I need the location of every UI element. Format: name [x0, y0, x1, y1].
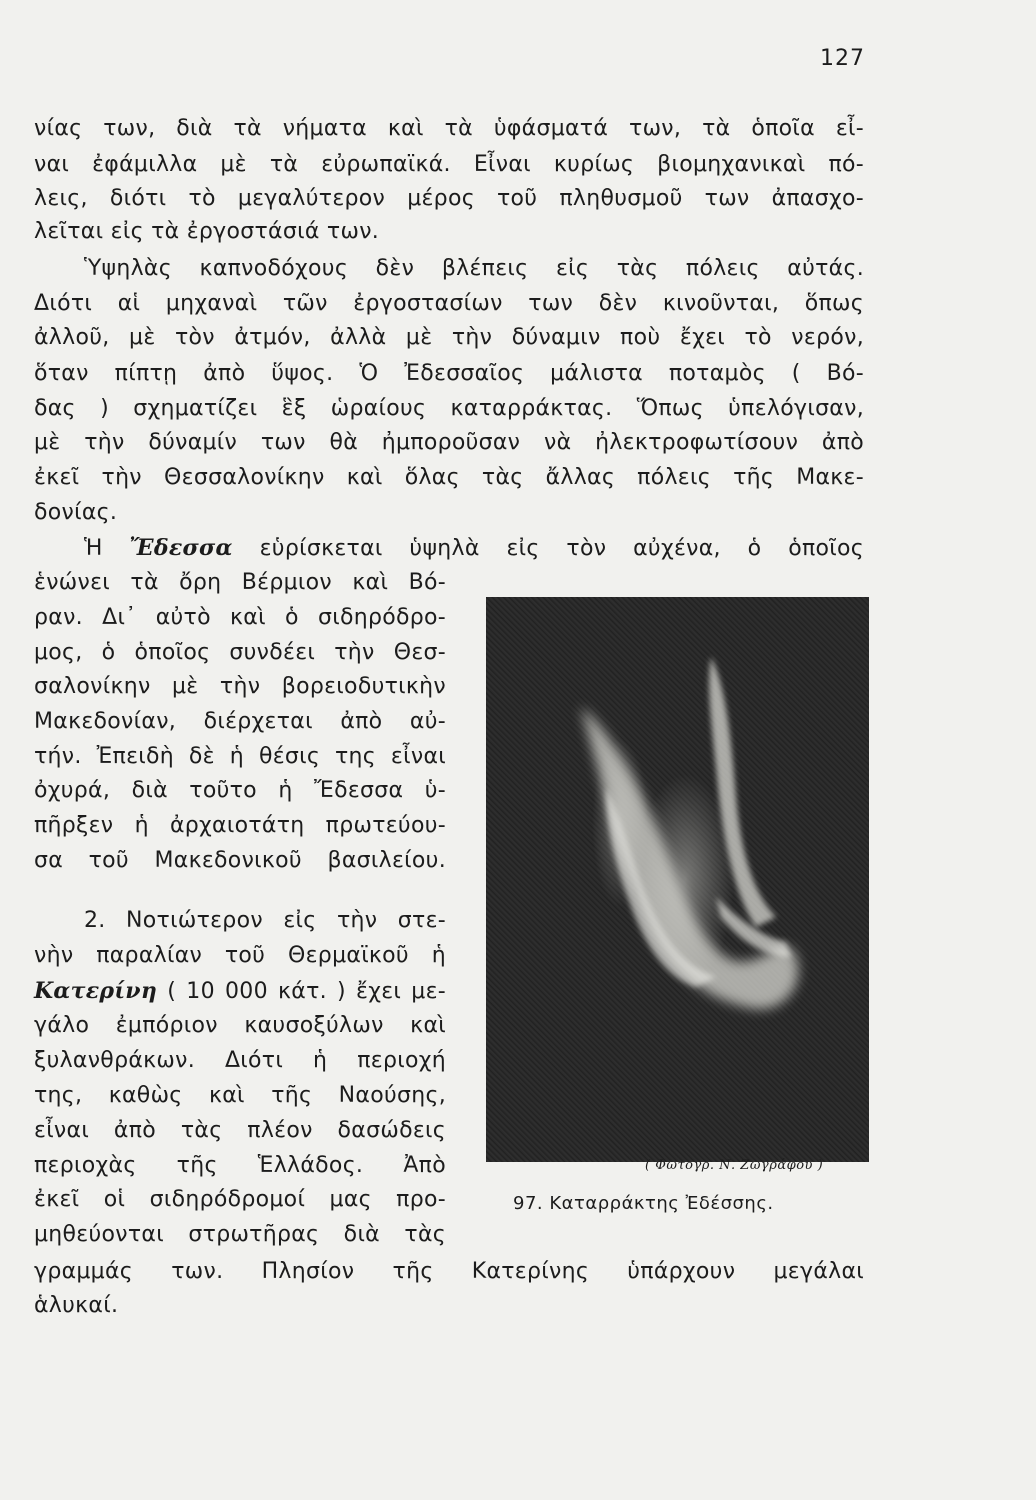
text-line: σαλονίκην μὲ τὴν βορειοδυτικὴν	[34, 674, 446, 699]
text-line: ἐκεῖ οἱ σιδηρόδρομοί μας προ-	[34, 1187, 446, 1212]
text-line: λεῖται εἰς τὰ ἐργοστάσιά των.	[34, 219, 380, 244]
text-line: πῆρξεν ἡ ἀρχαιοτάτη πρωτεύου-	[34, 813, 446, 838]
text-line-katerini	[34, 975, 446, 1008]
text-line: Ὑψηλὰς καπνοδόχους δὲν βλέπεις εἰς τὰς πόλεις αὐτάς.	[84, 256, 864, 281]
waterfall-illustration	[486, 597, 869, 1162]
text-line: δονίας.	[34, 500, 118, 525]
text-line: Μακεδονίαν, διέρχεται ἀπὸ αὐ-	[34, 709, 446, 734]
text-line: ἁλυκαί.	[34, 1293, 119, 1318]
text-line: νὴν παραλίαν τοῦ Θερμαϊκοῦ ἡ	[34, 943, 446, 968]
text-line: ραν. Δι᾽ αὐτὸ καὶ ὁ σιδηρόδρο-	[34, 605, 446, 630]
text-line: λεις, διότι τὸ μεγαλύτερον μέρος τοῦ πληθυσμοῦ των ἀπασχο-	[34, 186, 864, 211]
text-line: σα τοῦ Μακεδονικοῦ βασιλείου.	[34, 848, 446, 873]
text-line: ὀχυρά, διὰ τοῦτο ἡ Ἔδεσσα ὑ-	[34, 778, 446, 803]
text-line: της, καθὼς καὶ τῆς Ναούσης,	[34, 1083, 446, 1108]
text-line: Διότι αἱ μηχαναὶ τῶν ἐργοστασίων των δὲν κινοῦνται, ὅπως	[34, 291, 864, 316]
text-line: ἀλλοῦ, μὲ τὸν ἀτμόν, ἀλλὰ μὲ τὴν δύναμιν ποὺ ἔχει τὸ νερόν,	[34, 325, 864, 350]
edessa-prefix: Ἡ	[84, 536, 130, 561]
text-line: μος, ὁ ὁποῖος συνδέει τὴν Θεσ-	[34, 640, 446, 665]
katerini-name: Κατερίνη	[34, 978, 158, 1004]
photo-credit: ( Φωτογρ. Ν. Ζωγράφου )	[645, 1158, 824, 1173]
text-line: δας ) σχηματίζει ἓξ ὡραίους καταρράκτας. Ὅπως ὑπελόγισαν,	[34, 396, 864, 421]
edessa-name: Ἔδεσσα	[129, 535, 233, 561]
text-line: μὲ τὴν δύναμίν των θὰ ἠμποροῦσαν νὰ ἠλεκτροφωτίσουν ἀπὸ	[34, 430, 864, 455]
text-line: γραμμάς των. Πλησίον τῆς Κατερίνης ὑπάρχουν μεγάλαι	[34, 1259, 864, 1284]
text-line-edessa	[84, 532, 864, 565]
katerini-rest: ( 10 000 κάτ. ) ἔχει με-	[157, 979, 446, 1004]
text-line: εἶναι ἀπὸ τὰς πλέον δασώδεις	[34, 1118, 446, 1143]
text-line: τήν. Ἐπειδὴ δὲ ἡ θέσις της εἶναι	[34, 744, 446, 769]
text-line: γάλο ἐμπόριον καυσοξύλων καὶ	[34, 1013, 446, 1038]
figure-caption: 97. Καταρράκτης Ἐδέσσης.	[513, 1193, 774, 1214]
waterfall-photo	[486, 597, 869, 1162]
page-number: 127	[820, 46, 865, 71]
text-line: νίας των, διὰ τὰ νήματα καὶ τὰ ὑφάσματά των, τὰ ὁποῖα εἶ-	[34, 116, 864, 141]
text-line: 2. Νοτιώτερον εἰς τὴν στε-	[84, 908, 446, 933]
text-line: ξυλανθράκων. Διότι ἡ περιοχή	[34, 1048, 446, 1073]
text-line: ναι ἐφάμιλλα μὲ τὰ εὐρωπαϊκά. Εἶναι κυρίως βιομηχανικαὶ πό-	[34, 152, 864, 177]
text-line: ἑνώνει τὰ ὄρη Βέρμιον καὶ Βό-	[34, 570, 446, 595]
text-line: περιοχὰς τῆς Ἑλλάδος. Ἀπὸ	[34, 1153, 446, 1178]
text-line: ὅταν πίπτῃ ἀπὸ ὕψος. Ὁ Ἐδεσσαῖος μάλιστα ποταμὸς ( Βό-	[34, 361, 864, 386]
edessa-rest: εὑρίσκεται ὑψηλὰ εἰς τὸν αὐχένα, ὁ ὁποῖος	[232, 536, 864, 561]
text-line: ἐκεῖ τὴν Θεσσαλονίκην καὶ ὅλας τὰς ἄλλας πόλεις τῆς Μακε-	[34, 465, 864, 490]
text-line: μηθεύονται στρωτῆρας διὰ τὰς	[34, 1222, 446, 1247]
